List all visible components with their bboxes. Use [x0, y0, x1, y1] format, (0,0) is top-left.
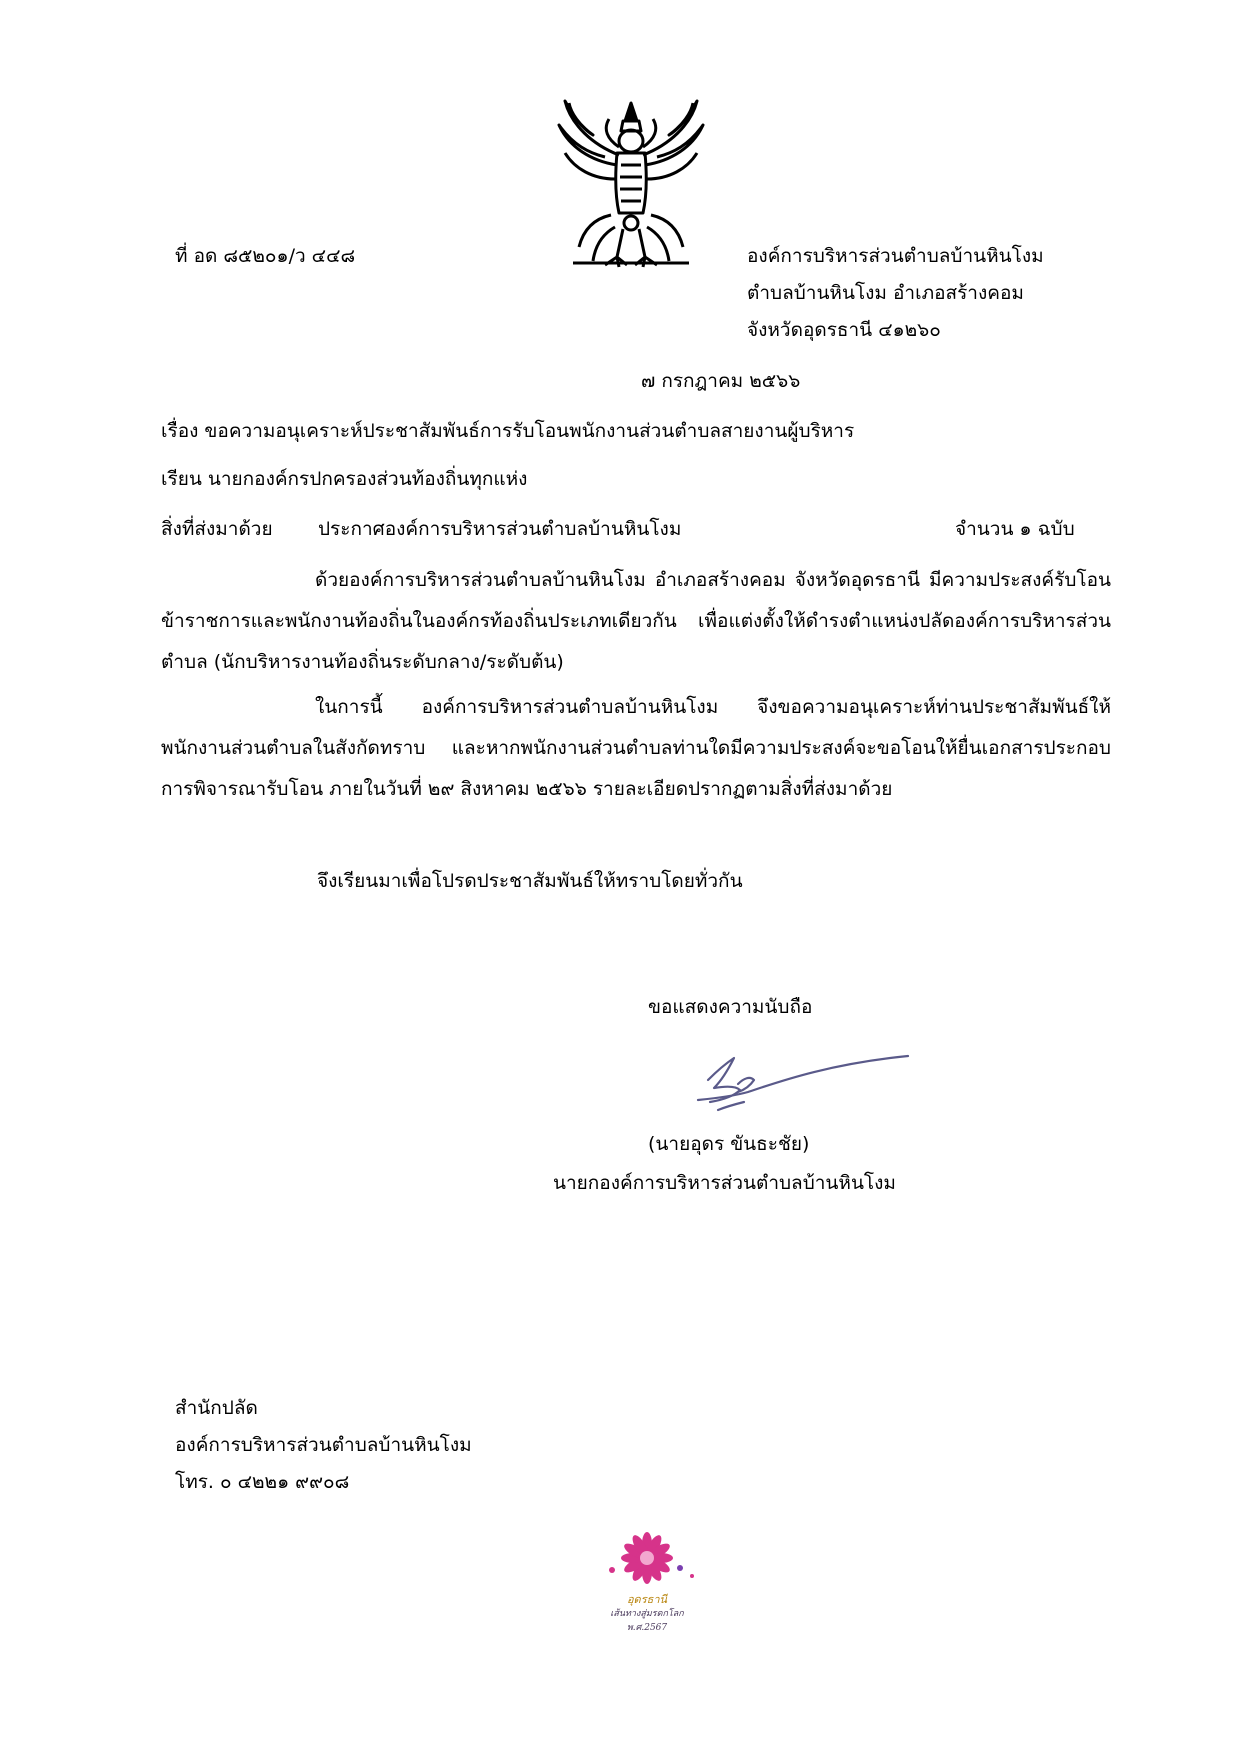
enclosure-label: สิ่งที่ส่งมาด้วย — [161, 518, 273, 540]
enclosure-item: ประกาศองค์การบริหารส่วนตำบลบ้านหินโงม — [318, 518, 682, 540]
issuing-office — [175, 1395, 472, 1506]
subject-line: เรื่อง ขอความอนุเคราะห์ประชาสัมพันธ์การรับโอนพนักงานส่วนตำบลสายงานผู้บริหาร — [161, 420, 855, 442]
office-line: องค์การบริหารส่วนตำบลบ้านหินโงม — [175, 1434, 472, 1456]
signer-name: (นายอุดร ขันธะชัย) — [648, 1133, 810, 1155]
signer-title: นายกองค์การบริหารส่วนตำบลบ้านหินโงม — [553, 1172, 896, 1194]
logo-text: พ.ศ.2567 — [626, 1623, 668, 1633]
sender-address — [747, 243, 1044, 354]
enclosure-count: จำนวน ๑ ฉบับ — [955, 518, 1075, 540]
body-paragraph: ในการนี้ องค์การบริหารส่วนตำบลบ้านหินโงม จึงขอความอนุเคราะห์ท่านประชาสัมพันธ์ให้พนักงานส่วนตำบลในสังกัดทราบ และหากพนักงานส่วนตำบลท่านใดมีความประสงค์จะขอโอนให้ยื่นเอกสารประกอบการพิจารณารับโอน ภายในวันที่ ๒๙ สิงหาคม ๒๕๖๖ รายละเอียดปรากฏตามสิ่งที่ส่งมาด้วย — [161, 696, 1111, 800]
sender-line: ตำบลบ้านหินโงม อำเภอสร้างคอม — [747, 282, 1024, 304]
office-phone: โทร. ๐ ๔๒๒๑ ๙๙๐๘ — [175, 1471, 350, 1493]
recipient-line: เรียน นายกองค์กรปกครองส่วนท้องถิ่นทุกแห่ง — [161, 468, 528, 490]
letter-date: ๗ กรกฎาคม ๒๕๖๖ — [641, 370, 801, 392]
complimentary-close: ขอแสดงความนับถือ — [648, 996, 813, 1018]
handwritten-signature — [678, 1040, 918, 1118]
garuda-emblem-icon — [553, 95, 709, 270]
office-line: สำนักปลัด — [175, 1397, 258, 1419]
footer-logo — [552, 1530, 742, 1635]
sender-line: องค์การบริหารส่วนตำบลบ้านหินโงม — [747, 245, 1044, 267]
logo-text: เส้นทางสู่มรดกโลก — [610, 1609, 684, 1619]
sender-line: จังหวัดอุดรธานี ๔๑๒๖๐ — [747, 319, 941, 341]
document-number: ที่ อด ๘๕๒๐๑/ว ๔๔๘ — [175, 245, 356, 267]
logo-text: อุดรธานี — [626, 1593, 668, 1606]
body-paragraph: ด้วยองค์การบริหารส่วนตำบลบ้านหินโงม อำเภอสร้างคอม จังหวัดอุดรธานี มีความประสงค์รับโอนข้าราชการและพนักงานท้องถิ่นในองค์กรท้องถิ่นประเภทเดียวกัน เพื่อแต่งตั้งให้ดำรงตำแหน่งปลัดองค์การบริหารส่วนตำบล (นักบริหารงานท้องถิ่นระดับกลาง/ระดับต้น) — [161, 569, 1111, 673]
closing-sentence: จึงเรียนมาเพื่อโปรดประชาสัมพันธ์ให้ทราบโดยทั่วกัน — [317, 870, 743, 892]
flower-logo-icon — [552, 1530, 742, 1590]
